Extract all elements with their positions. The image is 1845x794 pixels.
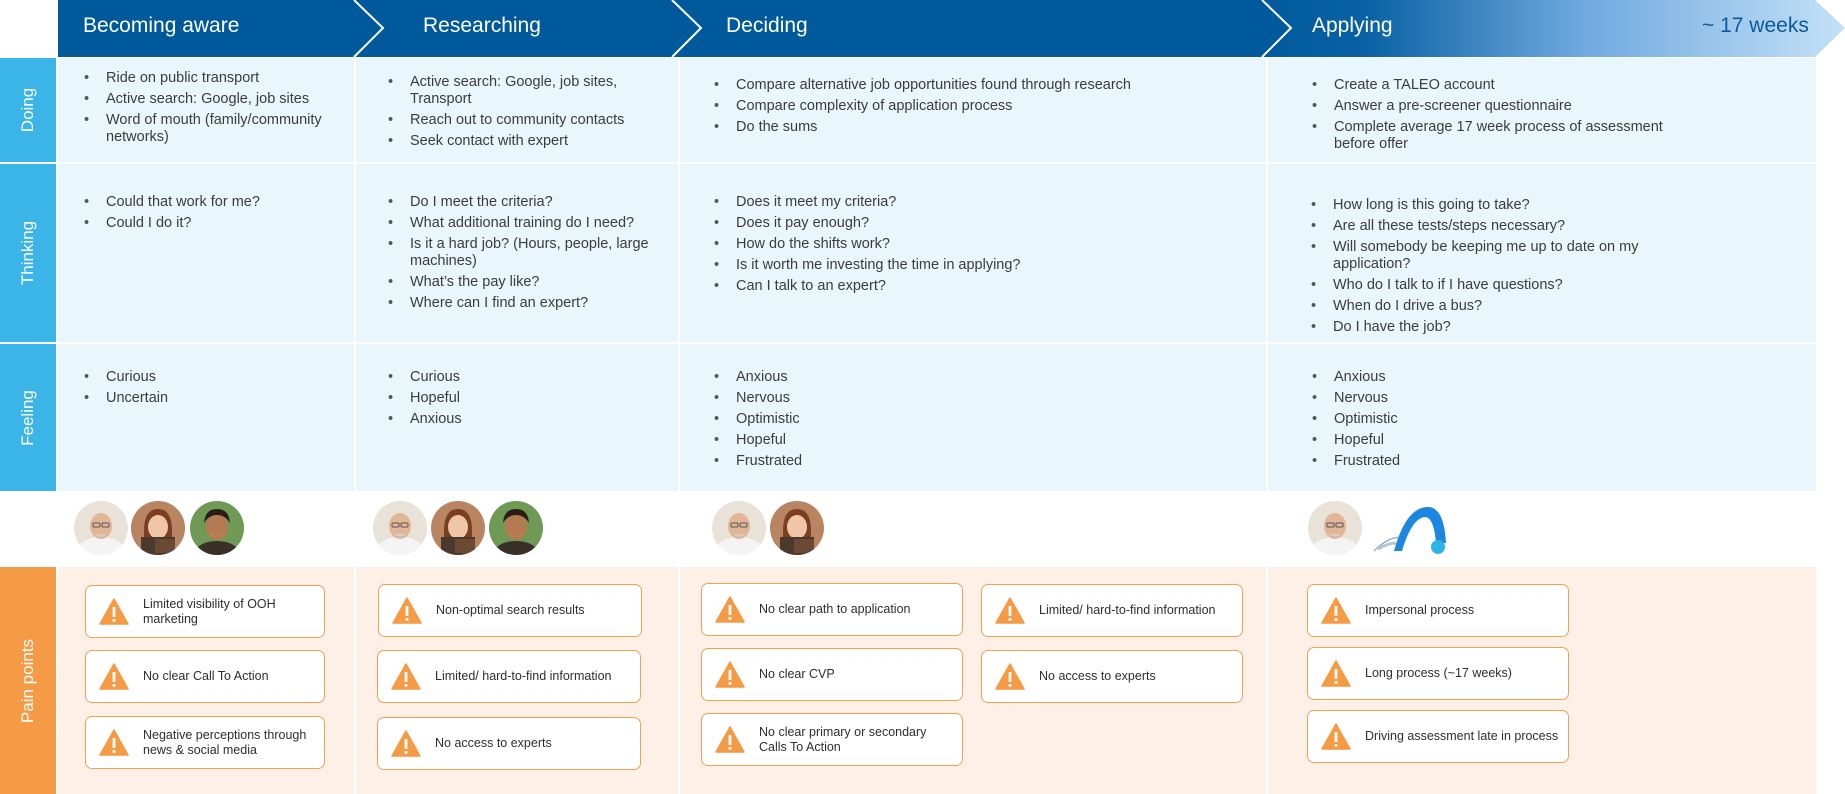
pain-point-card: No clear path to application <box>701 583 963 636</box>
column-divider <box>1266 567 1268 794</box>
company-logo-icon <box>1372 503 1452 555</box>
column-divider <box>354 58 356 491</box>
list-item: • Reach out to community contacts <box>386 112 656 129</box>
column-divider <box>1266 58 1268 491</box>
phase-label-deciding: Deciding <box>726 14 808 37</box>
column-divider <box>678 567 680 794</box>
list-item: • Optimistic <box>712 411 1252 428</box>
warning-icon <box>391 730 421 757</box>
persona-young-man-avatar <box>489 501 543 555</box>
list-item: • Nervous <box>712 390 1252 407</box>
pain-point-card: Impersonal process <box>1307 584 1569 637</box>
list-item: • Hopeful <box>1310 432 1700 449</box>
pain-point-card: No clear primary or secondary Calls To Action <box>701 713 963 766</box>
persona-older-man-avatar <box>373 501 427 555</box>
warning-icon <box>392 597 422 624</box>
list-item: • Ride on public transport <box>82 70 332 87</box>
phase-label-aware: Becoming aware <box>83 14 240 37</box>
list-item: • What additional training do I need? <box>386 215 656 232</box>
pain-point-card: Limited visibility of OOH marketing <box>85 585 325 638</box>
list-item: • Does it meet my criteria? <box>712 194 1252 211</box>
list-item: • Hopeful <box>712 432 1252 449</box>
doing-aware <box>82 70 332 150</box>
list-item: • How do the shifts work? <box>712 236 1252 253</box>
list-item: • Will somebody be keeping me up to date on my application? <box>1309 239 1699 273</box>
warning-icon <box>715 661 745 688</box>
list-item: • Do I have the job? <box>1309 319 1699 336</box>
list-item: • Optimistic <box>1310 411 1700 428</box>
persona-older-man-avatar <box>712 501 766 555</box>
warning-icon <box>1321 597 1351 624</box>
warning-icon <box>99 729 129 756</box>
list-item: • Anxious <box>386 411 656 428</box>
list-item: • When do I drive a bus? <box>1309 298 1699 315</box>
feeling-applying <box>1310 369 1700 474</box>
column-divider <box>354 567 356 794</box>
list-item: • Do I meet the criteria? <box>386 194 656 211</box>
list-item: • How long is this going to take? <box>1309 197 1699 214</box>
feeling-research <box>386 369 656 432</box>
list-item: • Hopeful <box>386 390 656 407</box>
pain-point-card: Non-optimal search results <box>378 584 642 637</box>
list-item: • Complete average 17 week process of assessment before offer <box>1310 119 1700 153</box>
persona-woman-avatar <box>431 501 485 555</box>
list-item: • Could that work for me? <box>82 194 332 211</box>
row-label-pain-points: Pain points <box>0 567 56 794</box>
thinking-research <box>386 194 656 316</box>
list-item: • Could I do it? <box>82 215 332 232</box>
warning-icon <box>99 663 129 690</box>
list-item: • Uncertain <box>82 390 332 407</box>
persona-woman-avatar <box>131 501 185 555</box>
list-item: • Active search: Google, job sites, Transport <box>386 74 656 108</box>
thinking-applying <box>1309 197 1699 340</box>
row-label-feeling: Feeling <box>0 344 56 491</box>
warning-icon <box>391 663 421 690</box>
list-item: • Compare complexity of application process <box>712 98 1252 115</box>
duration-label: ~ 17 weeks <box>1702 14 1809 37</box>
list-item: • Are all these tests/steps necessary? <box>1309 218 1699 235</box>
pain-point-card: Limited/ hard-to-find information <box>981 584 1243 637</box>
warning-icon <box>995 597 1025 624</box>
list-item: • Anxious <box>1310 369 1700 386</box>
warning-icon <box>995 663 1025 690</box>
list-item: • Active search: Google, job sites <box>82 91 332 108</box>
persona-older-man-avatar <box>74 501 128 555</box>
persona-young-man-avatar <box>190 501 244 555</box>
list-item: • Is it a hard job? (Hours, people, large machines) <box>386 236 656 270</box>
warning-icon <box>715 596 745 623</box>
pain-point-card: Long process (~17 weeks) <box>1307 647 1569 700</box>
pain-point-card: Driving assessment late in process <box>1307 710 1569 763</box>
doing-deciding <box>712 77 1252 140</box>
pain-point-card: No clear Call To Action <box>85 650 325 703</box>
list-item: • Is it worth me investing the time in applying? <box>712 257 1252 274</box>
list-item: • Anxious <box>712 369 1252 386</box>
list-item: • Seek contact with expert <box>386 133 656 150</box>
pain-point-card: Limited/ hard-to-find information <box>377 650 641 703</box>
list-item: • Curious <box>82 369 332 386</box>
persona-woman-avatar <box>770 501 824 555</box>
pain-point-card: Negative perceptions through news & social media <box>85 716 325 769</box>
doing-applying <box>1310 77 1700 157</box>
persona-older-man-avatar <box>1308 501 1362 555</box>
warning-icon <box>1321 660 1351 687</box>
list-item: • Curious <box>386 369 656 386</box>
list-item: • Compare alternative job opportunities found through research <box>712 77 1252 94</box>
thinking-deciding <box>712 194 1252 299</box>
list-item: • Frustrated <box>712 453 1252 470</box>
list-item: • Word of mouth (family/community networks) <box>82 112 332 146</box>
warning-icon <box>715 726 745 753</box>
thinking-aware <box>82 194 332 236</box>
pain-point-card: No clear CVP <box>701 648 963 701</box>
list-item: • Do the sums <box>712 119 1252 136</box>
list-item: • Does it pay enough? <box>712 215 1252 232</box>
list-item: • Where can I find an expert? <box>386 295 656 312</box>
row-label-doing: Doing <box>0 58 56 162</box>
pain-point-card: No access to experts <box>377 717 641 770</box>
feeling-deciding <box>712 369 1252 474</box>
list-item: • Create a TALEO account <box>1310 77 1700 94</box>
warning-icon <box>99 598 129 625</box>
list-item: • Answer a pre-screener questionnaire <box>1310 98 1700 115</box>
list-item: • Nervous <box>1310 390 1700 407</box>
column-divider <box>678 58 680 491</box>
list-item: • What’s the pay like? <box>386 274 656 291</box>
warning-icon <box>1321 723 1351 750</box>
list-item: • Frustrated <box>1310 453 1700 470</box>
list-item: • Who do I talk to if I have questions? <box>1309 277 1699 294</box>
list-item: • Can I talk to an expert? <box>712 278 1252 295</box>
doing-research <box>386 74 656 154</box>
phase-header <box>0 0 1845 58</box>
pain-point-card: No access to experts <box>981 650 1243 703</box>
feeling-aware <box>82 369 332 411</box>
row-label-thinking: Thinking <box>0 164 56 342</box>
phase-label-applying: Applying <box>1312 14 1393 37</box>
phase-label-research: Researching <box>423 14 541 37</box>
